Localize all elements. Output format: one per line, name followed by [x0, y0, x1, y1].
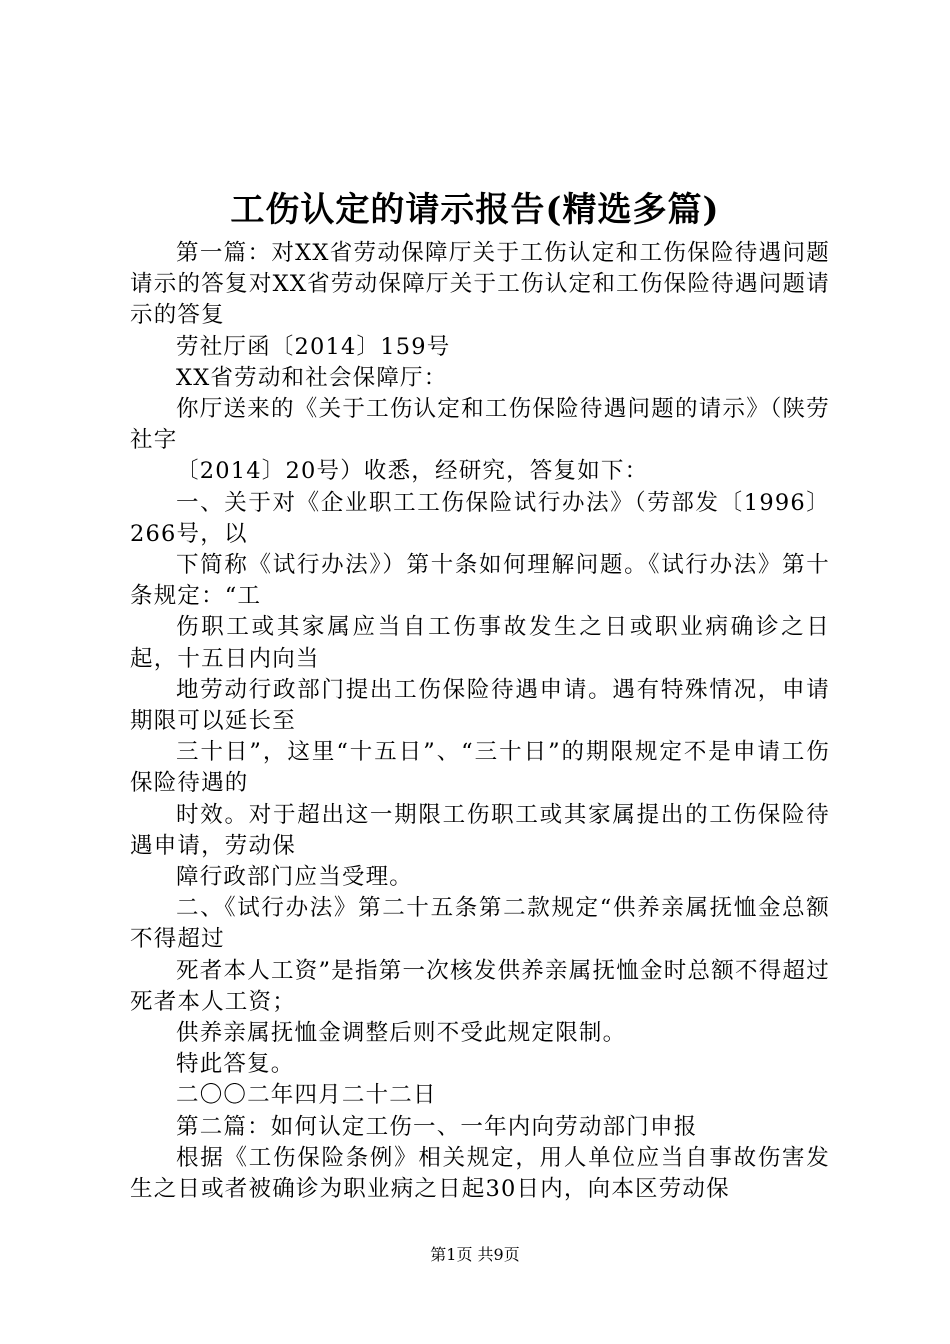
paragraph: 劳社厅函〔2014〕159号 — [176, 333, 451, 360]
paragraph: 根据《工伤保险条例》相关规定，用人单位应当自事故伤害发生之日或者被确诊为职业病之日起30日内，向本区劳动保 — [130, 1144, 830, 1203]
paragraph: XX省劳动和社会保障厅： — [176, 364, 448, 391]
document-body — [130, 238, 830, 1205]
paragraph: 障行政部门应当受理。 — [176, 864, 414, 891]
paragraph: 伤职工或其家属应当自工伤事故发生之日或职业病确诊之日起，十五日内向当 — [130, 614, 830, 672]
paragraph: 二、《试行办法》第二十五条第二款规定“供养亲属抚恤金总额不得超过 — [130, 895, 830, 953]
paragraph: 第二篇：如何认定工伤一、一年内向劳动部门申报 — [176, 1113, 698, 1140]
paragraph: 三十日”，这里“十五日”、“三十日”的期限规定不是申请工伤保险待遇的 — [130, 739, 830, 797]
document-title: 工伤认定的请示报告(精选多篇) — [230, 190, 720, 230]
paragraph: 地劳动行政部门提出工伤保险待遇申请。遇有特殊情况，申请期限可以延长至 — [130, 676, 830, 735]
paragraph: 你厅送来的《关于工伤认定和工伤保险待遇问题的请示》（陕劳社字 — [130, 396, 830, 454]
paragraph: 〔2014〕20号）收悉，经研究，答复如下： — [176, 458, 649, 485]
paragraph: 供养亲属抚恤金调整后则不受此规定限制。 — [176, 1020, 627, 1047]
paragraph: 二〇〇二年四月二十二日 — [176, 1082, 437, 1109]
paragraph: 一、关于对《企业职工工伤保险试行办法》（劳部发〔1996〕266号，以 — [130, 489, 830, 547]
paragraph: 第一篇：对XX省劳动保障厅关于工伤认定和工伤保险待遇问题请示的答复对XX省劳动保障厅关于工伤认定和工伤保险待遇问题请示的答复 — [130, 240, 830, 329]
page-footer: 第1页 共9页 — [430, 1245, 520, 1264]
paragraph: 下简称《试行办法》）第十条如何理解问题。《试行办法》第十条规定：“工 — [130, 552, 830, 610]
paragraph: 特此答复。 — [176, 1051, 295, 1078]
paragraph: 时效。对于超出这一期限工伤职工或其家属提出的工伤保险待遇申请，劳动保 — [130, 801, 830, 859]
paragraph: 死者本人工资”是指第一次核发供养亲属抚恤金时总额不得超过死者本人工资； — [130, 957, 830, 1015]
